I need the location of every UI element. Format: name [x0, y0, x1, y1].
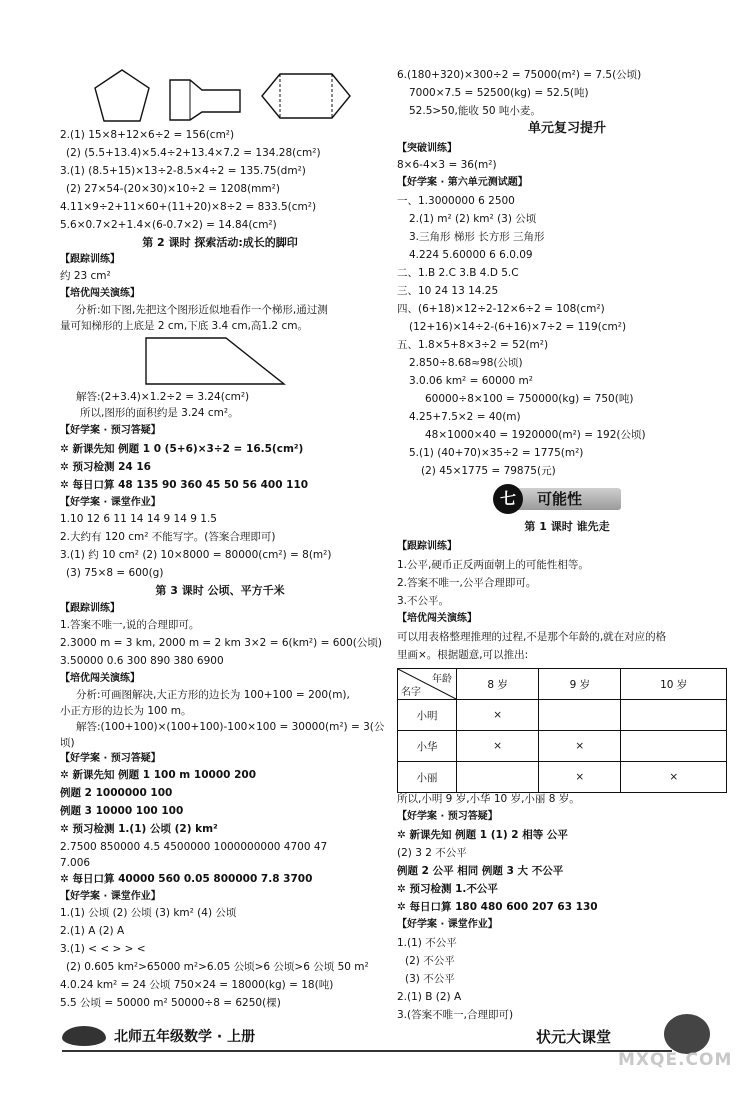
answer-line: 8×6-4×3 = 36(m²)	[397, 159, 497, 171]
answer-line: 3.(1) < < > > <	[60, 943, 146, 955]
table-cell: ×	[539, 762, 621, 793]
table-row	[398, 762, 727, 793]
analysis-text: 分析:可画图解决,大正方形的边长为 100+100 = 200(m),	[76, 689, 350, 701]
corner-top-label: 年龄	[432, 674, 452, 685]
answer-line: (2) (5.5+13.4)×5.4÷2+13.4×7.2 = 134.28(cm²)	[66, 147, 321, 159]
left-column	[0, 0, 385, 1010]
answer-line: 顷)	[60, 737, 75, 749]
age-table	[397, 668, 727, 793]
answer-line: 五、1.8×5+8×3÷2 = 52(m²)	[397, 339, 549, 351]
table-cell: ×	[621, 762, 727, 793]
section-tag: 【跟踪训练】	[397, 541, 457, 552]
section-tag: 【好学案 · 课堂作业】	[60, 891, 161, 902]
right-column	[385, 0, 750, 1021]
answer-line: 解答:(2+3.4)×1.2÷2 = 3.24(cm²)	[76, 391, 250, 403]
answer-line: 1.答案不唯一,说的合理即可。	[60, 619, 200, 631]
table-row-name: 小明	[398, 700, 457, 731]
answer-line: ✲ 新课先知 例题 1 0 (5+6)×3÷2 = 16.5(cm²)	[60, 443, 304, 455]
analysis-text: 里画×。根据题意,可以推出:	[397, 649, 529, 661]
review-title: 单元复习提升	[527, 121, 606, 136]
answer-line: 一、1.3000000 6 2500	[397, 195, 515, 207]
section-tag: 【好学案 · 课堂作业】	[60, 497, 161, 508]
hexagon-figure	[258, 70, 354, 122]
answer-line: 7.006	[60, 857, 91, 869]
analysis-text: 小正方形的边长为 100 m。	[60, 705, 192, 717]
watermark-text: MXQE.COM	[618, 1050, 733, 1070]
table-cell	[457, 762, 539, 793]
corner-bottom-label: 名字	[401, 687, 421, 698]
unit-name: 可能性	[537, 490, 583, 508]
table-row-name: 小丽	[398, 762, 457, 793]
answer-line: 7000×7.5 = 52500(kg) = 52.5(吨)	[409, 87, 589, 99]
answer-line: (2) 45×1775 = 79875(元)	[421, 465, 556, 477]
table-row	[398, 731, 727, 762]
table-cell	[539, 700, 621, 731]
bolt-figure	[162, 70, 244, 122]
answer-line: (2) 不公平	[405, 955, 455, 967]
answer-line: 4.0.24 km² = 24 公顷 750×24 = 18000(kg) = 18(吨)	[60, 979, 334, 991]
answer-line: 3.(1) 约 10 cm² (2) 10×8000 = 80000(cm²) = 8(m²)	[60, 549, 332, 561]
answer-line: (3) 不公平	[405, 973, 455, 985]
section-tag: 【好学案 · 预习答疑】	[60, 425, 161, 436]
page-footer	[0, 1010, 750, 1070]
answer-line: 3.三角形 梯形 长方形 三角形	[409, 231, 545, 243]
answer-line: ✲ 预习检测 1.不公平	[397, 883, 498, 895]
answer-line: 5.5 公顷 = 50000 m² 50000÷8 = 6250(棵)	[60, 997, 281, 1009]
unit-number-badge: 七	[493, 484, 523, 514]
analysis-text: 量可知梯形的上底是 2 cm,下底 3.4 cm,高1.2 cm。	[60, 320, 308, 332]
pentagon-figure	[92, 68, 152, 124]
answer-line: ✲ 每日口算 180 480 600 207 63 130	[397, 901, 598, 913]
answer-line: 二、1.B 2.C 3.B 4.D 5.C	[397, 267, 519, 279]
table-cell	[621, 731, 727, 762]
table-header: 10 岁	[621, 669, 727, 700]
answer-line: 所以,图形的面积约是 3.24 cm²。	[80, 407, 239, 419]
answer-line: ✲ 预习检测 24 16	[60, 461, 151, 473]
analysis-text: 分析:如下图,先把这个图形近似地看作一个梯形,通过测	[76, 304, 328, 316]
analysis-text: 可以用表格整理推理的过程,不是那个年龄的,就在对应的格	[397, 631, 667, 643]
answer-line: 2.大约有 120 cm² 不能写字。(答案合理即可)	[60, 531, 276, 543]
answer-line: 2.7500 850000 4.5 4500000 1000000000 4700 47	[60, 841, 328, 853]
answer-line: 三、10 24 13 14.25	[397, 285, 499, 297]
answer-line: 6.(180+320)×300÷2 = 75000(m²) = 7.5(公顷)	[397, 69, 642, 81]
table-row-name: 小华	[398, 731, 457, 762]
answer-line: 1.(1) 不公平	[397, 937, 457, 949]
answer-line: 48×1000×40 = 1920000(m²) = 192(公顷)	[425, 429, 646, 441]
answer-line: 1.公平,硬币正反两面朝上的可能性相等。	[397, 559, 589, 571]
section-tag: 【培优闯关演练】	[60, 288, 140, 299]
section-title: 第 1 课时 谁先走	[524, 520, 610, 533]
answer-line: ✲ 每日口算 48 135 90 360 45 50 56 400 110	[60, 479, 309, 491]
answer-line: ✲ 预习检测 1.(1) 公顷 (2) km²	[60, 823, 218, 835]
section-tag: 【突破训练】	[397, 143, 457, 154]
footer-rule	[62, 1050, 672, 1052]
answer-line: (3) 75×8 = 600(g)	[66, 567, 164, 579]
answer-line: 4.224 5.60000 6 6.0.09	[409, 249, 533, 261]
answer-line: 4.11×9÷2+11×60+(11+20)×8÷2 = 833.5(cm²)	[60, 201, 317, 213]
footer-leaf-icon	[62, 1026, 106, 1046]
trapezoid-figure	[140, 334, 290, 388]
table-header: 9 岁	[539, 669, 621, 700]
table-corner-cell	[398, 669, 457, 700]
table-cell: ×	[457, 731, 539, 762]
answer-line: ✲ 新课先知 例题 1 100 m 10000 200	[60, 769, 256, 781]
answer-line: (2) 0.605 km²>65000 m²>6.05 公顷>6 公顷>6 公顷 50 m²	[66, 961, 369, 973]
answer-line: 2.(1) 15×8+12×6÷2 = 156(cm²)	[60, 129, 235, 141]
answer-line: 2.答案不唯一,公平合理即可。	[397, 577, 537, 589]
table-cell	[621, 700, 727, 731]
answer-line: 2.3000 m = 3 km, 2000 m = 2 km 3×2 = 6(km²) = 600(公顷)	[60, 637, 382, 649]
section-title: 第 3 课时 公顷、平方千米	[155, 584, 285, 597]
section-tag: 【培优闯关演练】	[397, 613, 477, 624]
answer-line: 1.10 12 6 11 14 14 9 14 9 1.5	[60, 513, 217, 525]
section-title: 第 2 课时 探索活动:成长的脚印	[142, 236, 298, 249]
table-header: 8 岁	[457, 669, 539, 700]
answer-line: (2) 27×54-(20×30)×10÷2 = 1208(mm²)	[66, 183, 280, 195]
answer-line: 3.不公平。	[397, 595, 450, 607]
answer-line: ✲ 新课先知 例题 1 (1) 2 相等 公平	[397, 829, 568, 841]
section-tag: 【好学案 · 第六单元测试题】	[397, 177, 528, 188]
answer-line: (2) 3 2 不公平	[397, 847, 467, 859]
answer-line: 5.(1) (40+70)×35÷2 = 1775(m²)	[409, 447, 584, 459]
section-tag: 【跟踪训练】	[60, 603, 120, 614]
answer-line: 52.5>50,能收 50 吨小麦。	[409, 105, 541, 117]
unit-banner	[493, 484, 627, 514]
table-row	[398, 700, 727, 731]
section-tag: 【好学案 · 课堂作业】	[397, 919, 498, 930]
answer-line: 3.(1) (8.5+15)×13÷2-8.5×4÷2 = 135.75(dm²)	[60, 165, 306, 177]
answer-line: 所以,小明 9 岁,小华 10 岁,小丽 8 岁。	[397, 793, 580, 805]
answer-line: 例题 3 10000 100 100	[60, 805, 184, 817]
mascot-icon	[664, 1014, 710, 1054]
answer-line: 3.(答案不唯一,合理即可)	[397, 1009, 514, 1021]
section-tag: 【好学案 · 预习答疑】	[397, 811, 498, 822]
answer-line: 例题 2 公平 相同 例题 3 大 不公平	[397, 865, 564, 877]
answer-line: 解答:(100+100)×(100+100)-100×100 = 30000(m²) = 3(公	[76, 721, 385, 733]
section-tag: 【好学案 · 预习答疑】	[60, 753, 161, 764]
table-header-row	[398, 669, 727, 700]
answer-line: 例题 2 1000000 100	[60, 787, 173, 799]
section-tag: 【培优闯关演练】	[60, 673, 140, 684]
section-tag: 【跟踪训练】	[60, 254, 120, 265]
footer-brand: 状元大课堂	[536, 1028, 612, 1046]
answer-line: 3.50000 0.6 300 890 380 6900	[60, 655, 224, 667]
answer-line: 2.850÷8.68≈98(公顷)	[409, 357, 523, 369]
answer-line: 60000÷8×100 = 750000(kg) = 750(吨)	[425, 393, 634, 405]
answer-line: 2.(1) B (2) A	[397, 991, 462, 1003]
answer-line: (12+16)×14÷2-(6+16)×7÷2 = 119(cm²)	[409, 321, 627, 333]
answer-line: 四、(6+18)×12÷2-12×6÷2 = 108(cm²)	[397, 303, 605, 315]
answer-line: 2.(1) m² (2) km² (3) 公顷	[409, 213, 537, 225]
answer-line: 4.25+7.5×2 = 40(m)	[409, 411, 521, 423]
table-cell: ×	[457, 700, 539, 731]
answer-line: 2.(1) A (2) A	[60, 925, 125, 937]
answer-line: 1.(1) 公顷 (2) 公顷 (3) km² (4) 公顷	[60, 907, 237, 919]
answer-line: ✲ 每日口算 40000 560 0.05 800000 7.8 3700	[60, 873, 313, 885]
answer-line: 约 23 cm²	[60, 270, 111, 282]
answer-line: 3.0.06 km² = 60000 m²	[409, 375, 533, 387]
answer-line: 5.6×0.7×2+1.4×(6-0.7×2) = 14.84(cm²)	[60, 219, 277, 231]
footer-book-title: 北师五年级数学 · 上册	[114, 1029, 256, 1045]
table-cell: ×	[539, 731, 621, 762]
